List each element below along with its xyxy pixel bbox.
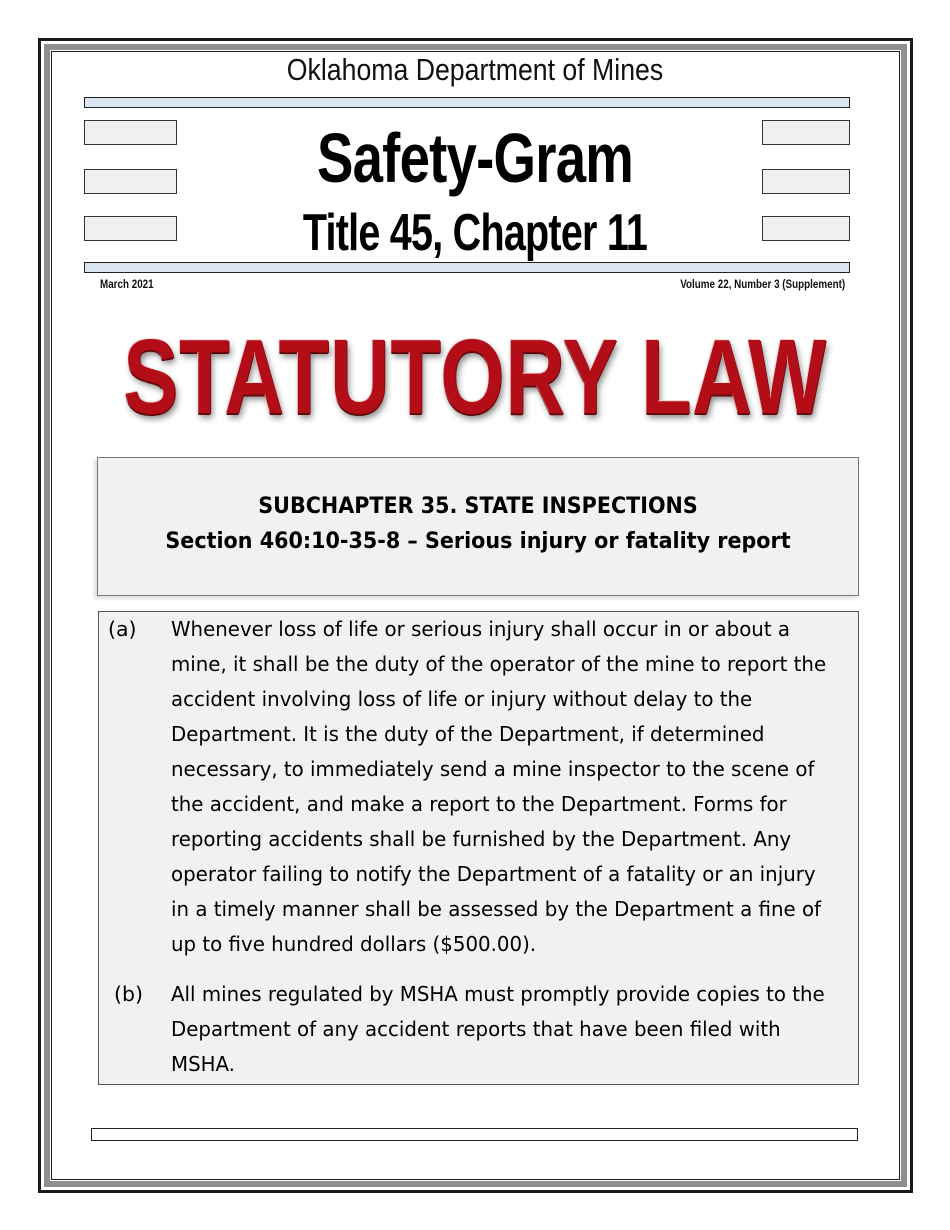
publication-subtitle: Title 45, Chapter 11 (302, 204, 648, 262)
paragraph-line: necessary, to immediately send a mine inspector to the scene of (171, 757, 815, 781)
paragraph-line: Whenever loss of life or serious injury shall occur in or about a (171, 617, 791, 641)
paragraph-b (171, 977, 827, 1082)
paragraph-line: up to five hundred dollars ($500.00). (171, 932, 537, 956)
paragraph-line: MSHA. (171, 1052, 235, 1076)
paragraph-line: reporting accidents shall be furnished by the Department. Any (171, 827, 792, 851)
paragraph-line: the accident, and make a report to the Department. Forms for (171, 792, 787, 816)
subchapter-heading: SUBCHAPTER 35. STATE INSPECTIONS (258, 494, 698, 519)
section-heading: Section 460:10-35-8 – Serious injury or fatality report (165, 529, 791, 554)
masthead-bottom-bar (84, 262, 850, 273)
masthead-top-bar (84, 97, 850, 108)
paragraph-line: operator failing to notify the Department of a fatality or an injury (171, 862, 816, 886)
footer-bar (91, 1128, 858, 1141)
paragraph-line: in a timely manner shall be assessed by the Department a fine of (171, 897, 822, 921)
department-name: Oklahoma Department of Mines (286, 52, 664, 87)
paragraph-line: Department of any accident reports that have been filed with (171, 1017, 781, 1041)
paragraph-line: All mines regulated by MSHA must promptly provide copies to the (171, 982, 825, 1006)
paragraph-line: mine, it shall be the duty of the operator of the mine to report the (171, 652, 827, 676)
issue-volume: Volume 22, Number 3 (Supplement) (680, 277, 845, 291)
publication-title: Safety-Gram (316, 119, 634, 197)
subchapter-panel (97, 457, 859, 596)
paragraph-label-b: (b) (114, 982, 144, 1006)
paragraph-a (171, 612, 827, 962)
issue-date: March 2021 (100, 277, 154, 291)
paragraph-line: accident involving loss of life or injury without delay to the (171, 687, 753, 711)
statutory-law-banner: STATUTORY LAW (123, 318, 827, 436)
paragraph-label-a: (a) (108, 617, 137, 641)
paragraph-line: Department. It is the duty of the Department, if determined (171, 722, 765, 746)
